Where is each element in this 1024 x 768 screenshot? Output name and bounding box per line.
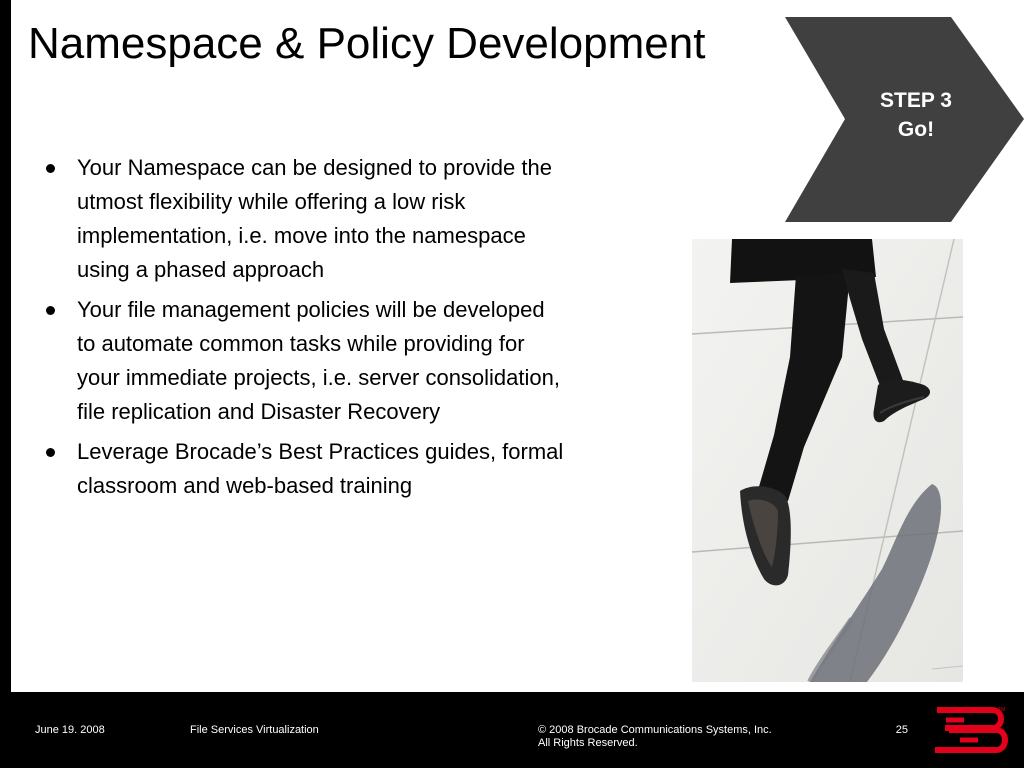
bullet-item [44,435,564,503]
copyright-line-1: © 2008 Brocade Communications Systems, Inc. [538,724,772,736]
slide-canvas [11,0,1024,692]
slide-footer [0,692,1024,768]
step-number: STEP 3 [880,89,952,112]
step-label [856,86,976,144]
running-businessman-photo [692,239,963,682]
bullet-icon [46,448,55,457]
copyright-line-2: All Rights Reserved. [538,737,638,749]
page-number: 25 [895,724,908,736]
bullet-item [44,151,564,287]
bullet-item [44,293,564,429]
bullet-text: Leverage Brocade’s Best Practices guides, formal classroom and web-based training [77,439,564,498]
footer-date: June 19. 2008 [35,724,105,736]
bullet-icon [46,306,55,315]
bullet-text: Your file management policies will be developed to automate common tasks while providing for your immediate projects, i.e. server consolidation, file replication and Disaster Recovery [77,297,560,424]
bullet-text: Your Namespace can be designed to provide the utmost flexibility while offering a low risk implementation, i.e. move into the namespace using a phased approach [77,155,552,282]
footer-presentation-title: File Services Virtualization [190,724,319,736]
brocade-logo-icon [934,704,1010,756]
bullet-list [44,151,564,509]
slide-title: Namespace & Policy Development [28,19,706,68]
bullet-icon [46,164,55,173]
footer-copyright [538,724,772,750]
logo-trademark: TM [998,707,1006,713]
step-caption: Go! [897,118,935,141]
